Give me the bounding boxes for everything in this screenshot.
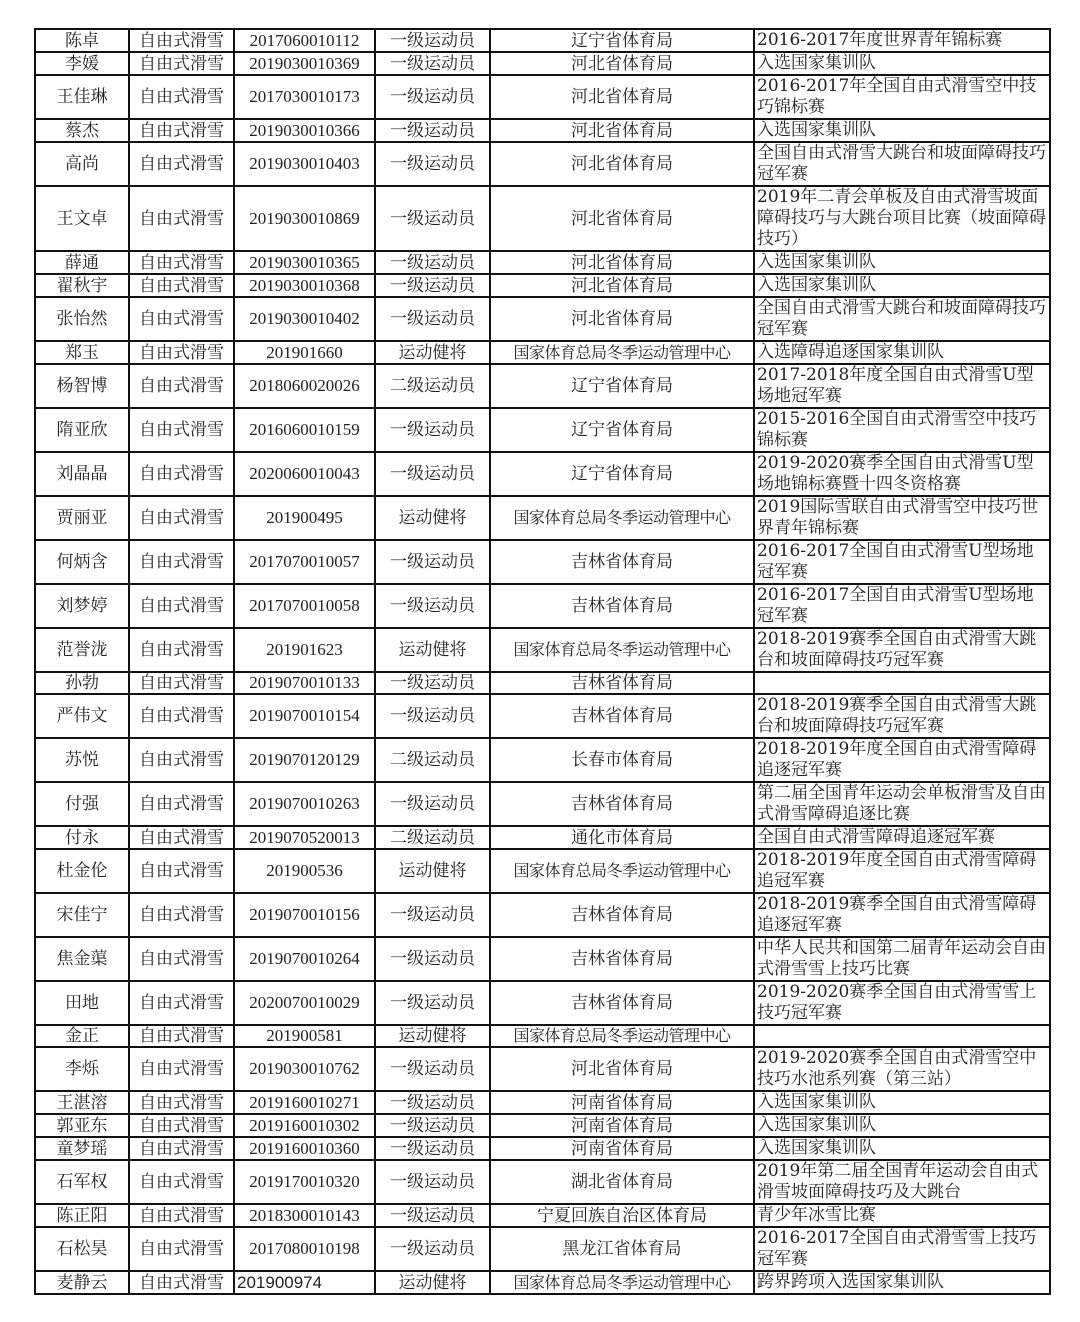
athlete-name-cell: 金正	[35, 1025, 129, 1047]
event-cell: 自由式滑雪	[129, 694, 234, 738]
certificate-number-cell: 201901623	[234, 628, 375, 672]
athlete-name-cell: 薛通	[35, 251, 129, 274]
athlete-name-cell: 杨智博	[35, 364, 129, 408]
achievement-cell: 2016-2017全国自由式滑雪雪上技巧冠军赛	[754, 1227, 1050, 1271]
event-cell: 自由式滑雪	[129, 1025, 234, 1047]
issuing-organization-cell: 吉林省体育局	[490, 672, 754, 694]
event-cell: 自由式滑雪	[129, 496, 234, 540]
athlete-name-cell: 范誉泷	[35, 628, 129, 672]
event-cell: 自由式滑雪	[129, 1204, 234, 1227]
achievement-cell: 2019-2020赛季全国自由式滑雪雪上技巧冠军赛	[754, 981, 1050, 1025]
issuing-organization-cell: 河北省体育局	[490, 119, 754, 142]
issuing-organization-cell: 河北省体育局	[490, 75, 754, 119]
event-cell: 自由式滑雪	[129, 452, 234, 496]
event-cell: 自由式滑雪	[129, 981, 234, 1025]
certificate-number-cell: 201900974	[234, 1271, 375, 1294]
achievement-cell: 2018-2019赛季全国自由式滑雪大跳台和坡面障碍技巧冠军赛	[754, 694, 1050, 738]
table-row	[35, 341, 1050, 364]
athlete-name-cell: 焦金蕖	[35, 937, 129, 981]
table-row	[35, 937, 1050, 981]
event-cell: 自由式滑雪	[129, 1137, 234, 1160]
achievement-cell	[754, 672, 1050, 694]
issuing-organization-cell: 河南省体育局	[490, 1137, 754, 1160]
athlete-level-cell: 一级运动员	[375, 893, 490, 937]
table-row	[35, 1160, 1050, 1204]
certificate-number-cell: 2019030010368	[234, 274, 375, 297]
event-cell: 自由式滑雪	[129, 937, 234, 981]
achievement-cell: 入选国家集训队	[754, 251, 1050, 274]
achievement-cell: 2019-2020赛季全国自由式滑雪空中技巧水池系列赛（第三站）	[754, 1047, 1050, 1091]
achievement-cell: 2015-2016全国自由式滑雪空中技巧锦标赛	[754, 408, 1050, 452]
certificate-number-cell: 2019160010360	[234, 1137, 375, 1160]
issuing-organization-cell: 辽宁省体育局	[490, 364, 754, 408]
table-row	[35, 694, 1050, 738]
certificate-number-cell: 2019030010366	[234, 119, 375, 142]
achievement-cell: 中华人民共和国第二届青年运动会自由式滑雪雪上技巧比赛	[754, 937, 1050, 981]
achievement-cell: 2019年二青会单板及自由式滑雪坡面障碍技巧与大跳台项目比赛（坡面障碍技巧）	[754, 186, 1050, 251]
athlete-level-cell: 一级运动员	[375, 1047, 490, 1091]
achievement-cell: 2017-2018年度全国自由式滑雪U型场地冠军赛	[754, 364, 1050, 408]
table-row	[35, 826, 1050, 849]
achievement-cell: 2016-2017年度世界青年锦标赛	[754, 29, 1050, 52]
athlete-level-cell: 一级运动员	[375, 75, 490, 119]
athlete-name-cell: 付强	[35, 782, 129, 826]
athlete-name-cell: 田地	[35, 981, 129, 1025]
table-row	[35, 452, 1050, 496]
athlete-name-cell: 麦静云	[35, 1271, 129, 1294]
certificate-number-cell: 2019070010156	[234, 893, 375, 937]
athlete-level-cell: 一级运动员	[375, 1137, 490, 1160]
certificate-number-cell: 2019070010264	[234, 937, 375, 981]
athlete-certificate-table	[34, 28, 1051, 1295]
issuing-organization-cell: 辽宁省体育局	[490, 452, 754, 496]
issuing-organization-cell: 黑龙江省体育局	[490, 1227, 754, 1271]
athlete-level-cell: 一级运动员	[375, 540, 490, 584]
achievement-cell: 2018-2019赛季全国自由式滑雪障碍追逐冠军赛	[754, 893, 1050, 937]
issuing-organization-cell: 河南省体育局	[490, 1114, 754, 1137]
event-cell: 自由式滑雪	[129, 849, 234, 893]
issuing-organization-cell: 吉林省体育局	[490, 937, 754, 981]
table-row	[35, 782, 1050, 826]
table-row	[35, 628, 1050, 672]
issuing-organization-cell: 国家体育总局冬季运动管理中心	[490, 341, 754, 364]
table-row	[35, 893, 1050, 937]
event-cell: 自由式滑雪	[129, 1114, 234, 1137]
athlete-level-cell: 一级运动员	[375, 937, 490, 981]
athlete-name-cell: 石松昊	[35, 1227, 129, 1271]
certificate-number-cell: 2019070120129	[234, 738, 375, 782]
athlete-level-cell: 一级运动员	[375, 1204, 490, 1227]
table-row	[35, 981, 1050, 1025]
issuing-organization-cell: 河北省体育局	[490, 186, 754, 251]
certificate-number-cell: 2020060010043	[234, 452, 375, 496]
event-cell: 自由式滑雪	[129, 364, 234, 408]
athlete-name-cell: 刘晶晶	[35, 452, 129, 496]
event-cell: 自由式滑雪	[129, 52, 234, 75]
athlete-name-cell: 严伟文	[35, 694, 129, 738]
athlete-level-cell: 一级运动员	[375, 672, 490, 694]
certificate-number-cell: 2019030010869	[234, 186, 375, 251]
issuing-organization-cell: 河北省体育局	[490, 1047, 754, 1091]
certificate-number-cell: 2019030010403	[234, 142, 375, 186]
achievement-cell	[754, 1025, 1050, 1047]
event-cell: 自由式滑雪	[129, 142, 234, 186]
achievement-cell: 2018-2019赛季全国自由式滑雪大跳台和坡面障碍技巧冠军赛	[754, 628, 1050, 672]
issuing-organization-cell: 国家体育总局冬季运动管理中心	[490, 1025, 754, 1047]
table-row	[35, 1227, 1050, 1271]
issuing-organization-cell: 长春市体育局	[490, 738, 754, 782]
issuing-organization-cell: 吉林省体育局	[490, 893, 754, 937]
event-cell: 自由式滑雪	[129, 297, 234, 341]
certificate-number-cell: 201901660	[234, 341, 375, 364]
athlete-level-cell: 一级运动员	[375, 186, 490, 251]
table-row	[35, 1025, 1050, 1047]
athlete-level-cell: 一级运动员	[375, 142, 490, 186]
athlete-name-cell: 李烁	[35, 1047, 129, 1091]
athlete-name-cell: 付永	[35, 826, 129, 849]
athlete-level-cell: 运动健将	[375, 628, 490, 672]
event-cell: 自由式滑雪	[129, 1227, 234, 1271]
achievement-cell: 入选国家集训队	[754, 1137, 1050, 1160]
table-row	[35, 584, 1050, 628]
certificate-number-cell: 2019030010762	[234, 1047, 375, 1091]
athlete-level-cell: 一级运动员	[375, 782, 490, 826]
athlete-name-cell: 孙勃	[35, 672, 129, 694]
athlete-name-cell: 贾丽亚	[35, 496, 129, 540]
certificate-number-cell: 2019160010302	[234, 1114, 375, 1137]
table-row	[35, 29, 1050, 52]
athlete-level-cell: 二级运动员	[375, 826, 490, 849]
achievement-cell: 2018-2019年度全国自由式滑雪障碍追逐冠军赛	[754, 738, 1050, 782]
athlete-level-cell: 一级运动员	[375, 297, 490, 341]
athlete-name-cell: 陈卓	[35, 29, 129, 52]
table-row	[35, 408, 1050, 452]
event-cell: 自由式滑雪	[129, 408, 234, 452]
athlete-name-cell: 张怡然	[35, 297, 129, 341]
event-cell: 自由式滑雪	[129, 251, 234, 274]
athlete-name-cell: 隋亚欣	[35, 408, 129, 452]
event-cell: 自由式滑雪	[129, 672, 234, 694]
event-cell: 自由式滑雪	[129, 29, 234, 52]
athlete-level-cell: 一级运动员	[375, 694, 490, 738]
achievement-cell: 入选国家集训队	[754, 52, 1050, 75]
athlete-name-cell: 高尚	[35, 142, 129, 186]
athlete-level-cell: 一级运动员	[375, 52, 490, 75]
achievement-cell: 2019国际雪联自由式滑雪空中技巧世界青年锦标赛	[754, 496, 1050, 540]
athlete-level-cell: 一级运动员	[375, 981, 490, 1025]
event-cell: 自由式滑雪	[129, 738, 234, 782]
athlete-name-cell: 杜金伦	[35, 849, 129, 893]
issuing-organization-cell: 吉林省体育局	[490, 782, 754, 826]
athlete-name-cell: 郑玉	[35, 341, 129, 364]
athlete-level-cell: 一级运动员	[375, 274, 490, 297]
athlete-name-cell: 陈正阳	[35, 1204, 129, 1227]
event-cell: 自由式滑雪	[129, 826, 234, 849]
athlete-level-cell: 一级运动员	[375, 1227, 490, 1271]
certificate-number-cell: 2018300010143	[234, 1204, 375, 1227]
certificate-number-cell: 2019030010402	[234, 297, 375, 341]
issuing-organization-cell: 国家体育总局冬季运动管理中心	[490, 849, 754, 893]
issuing-organization-cell: 吉林省体育局	[490, 540, 754, 584]
athlete-level-cell: 一级运动员	[375, 251, 490, 274]
issuing-organization-cell: 吉林省体育局	[490, 981, 754, 1025]
event-cell: 自由式滑雪	[129, 782, 234, 826]
athlete-name-cell: 郭亚东	[35, 1114, 129, 1137]
athlete-level-cell: 运动健将	[375, 1271, 490, 1294]
issuing-organization-cell: 河北省体育局	[490, 52, 754, 75]
table-row	[35, 251, 1050, 274]
certificate-number-cell: 201900536	[234, 849, 375, 893]
issuing-organization-cell: 河北省体育局	[490, 251, 754, 274]
issuing-organization-cell: 湖北省体育局	[490, 1160, 754, 1204]
table-row	[35, 75, 1050, 119]
achievement-cell: 入选国家集训队	[754, 1091, 1050, 1114]
table-row	[35, 1204, 1050, 1227]
table-row	[35, 738, 1050, 782]
achievement-cell: 2019年第二届全国青年运动会自由式滑雪坡面障碍技巧及大跳台	[754, 1160, 1050, 1204]
achievement-cell: 跨界跨项入选国家集训队	[754, 1271, 1050, 1294]
athlete-level-cell: 二级运动员	[375, 738, 490, 782]
athlete-name-cell: 石军权	[35, 1160, 129, 1204]
achievement-cell: 青少年冰雪比赛	[754, 1204, 1050, 1227]
athlete-level-cell: 二级运动员	[375, 364, 490, 408]
table-row	[35, 1047, 1050, 1091]
event-cell: 自由式滑雪	[129, 584, 234, 628]
athlete-level-cell: 运动健将	[375, 1025, 490, 1047]
certificate-number-cell: 2017080010198	[234, 1227, 375, 1271]
athlete-level-cell: 一级运动员	[375, 1114, 490, 1137]
athlete-level-cell: 一级运动员	[375, 119, 490, 142]
achievement-cell: 全国自由式滑雪大跳台和坡面障碍技巧冠军赛	[754, 142, 1050, 186]
certificate-number-cell: 2016060010159	[234, 408, 375, 452]
issuing-organization-cell: 河北省体育局	[490, 274, 754, 297]
issuing-organization-cell: 宁夏回族自治区体育局	[490, 1204, 754, 1227]
achievement-cell: 2016-2017年全国自由式滑雪空中技巧锦标赛	[754, 75, 1050, 119]
athlete-level-cell: 运动健将	[375, 341, 490, 364]
certificate-number-cell: 2019160010271	[234, 1091, 375, 1114]
achievement-cell: 2016-2017全国自由式滑雪U型场地冠军赛	[754, 584, 1050, 628]
athlete-level-cell: 一级运动员	[375, 408, 490, 452]
certificate-number-cell: 2019170010320	[234, 1160, 375, 1204]
achievement-cell: 入选障碍追逐国家集训队	[754, 341, 1050, 364]
athlete-name-cell: 苏悦	[35, 738, 129, 782]
issuing-organization-cell: 辽宁省体育局	[490, 29, 754, 52]
athlete-name-cell: 王佳琳	[35, 75, 129, 119]
achievement-cell: 2018-2019年度全国自由式滑雪障碍追冠军赛	[754, 849, 1050, 893]
certificate-number-cell: 2019030010365	[234, 251, 375, 274]
athlete-name-cell: 何炳含	[35, 540, 129, 584]
certificate-number-cell: 2019070010133	[234, 672, 375, 694]
athlete-level-cell: 运动健将	[375, 496, 490, 540]
athlete-name-cell: 刘梦婷	[35, 584, 129, 628]
issuing-organization-cell: 吉林省体育局	[490, 694, 754, 738]
issuing-organization-cell: 吉林省体育局	[490, 584, 754, 628]
table-row	[35, 364, 1050, 408]
certificate-number-cell: 2019070520013	[234, 826, 375, 849]
athlete-level-cell: 一级运动员	[375, 1091, 490, 1114]
achievement-cell: 入选国家集训队	[754, 1114, 1050, 1137]
event-cell: 自由式滑雪	[129, 119, 234, 142]
achievement-cell: 全国自由式滑雪障碍追逐冠军赛	[754, 826, 1050, 849]
table-row	[35, 1114, 1050, 1137]
athlete-level-cell: 一级运动员	[375, 584, 490, 628]
athlete-name-cell: 李媛	[35, 52, 129, 75]
certificate-number-cell: 2017060010112	[234, 29, 375, 52]
athlete-name-cell: 翟秋宇	[35, 274, 129, 297]
athlete-name-cell: 王湛溶	[35, 1091, 129, 1114]
athlete-name-cell: 童梦瑶	[35, 1137, 129, 1160]
certificate-number-cell: 2017070010058	[234, 584, 375, 628]
certificate-number-cell: 2019070010154	[234, 694, 375, 738]
event-cell: 自由式滑雪	[129, 341, 234, 364]
table-row	[35, 849, 1050, 893]
athlete-level-cell: 一级运动员	[375, 29, 490, 52]
event-cell: 自由式滑雪	[129, 274, 234, 297]
table-row	[35, 496, 1050, 540]
certificate-number-cell: 2019070010263	[234, 782, 375, 826]
table-row	[35, 186, 1050, 251]
event-cell: 自由式滑雪	[129, 1091, 234, 1114]
event-cell: 自由式滑雪	[129, 1271, 234, 1294]
achievement-cell: 2016-2017全国自由式滑雪U型场地冠军赛	[754, 540, 1050, 584]
issuing-organization-cell: 国家体育总局冬季运动管理中心	[490, 1271, 754, 1294]
table-row	[35, 142, 1050, 186]
athlete-name-cell: 蔡杰	[35, 119, 129, 142]
achievement-cell: 第二届全国青年运动会单板滑雪及自由式滑雪障碍追逐比赛	[754, 782, 1050, 826]
event-cell: 自由式滑雪	[129, 628, 234, 672]
athlete-name-cell: 王文卓	[35, 186, 129, 251]
certificate-number-cell: 2017030010173	[234, 75, 375, 119]
athlete-level-cell: 一级运动员	[375, 452, 490, 496]
table-row	[35, 274, 1050, 297]
event-cell: 自由式滑雪	[129, 1160, 234, 1204]
table-row	[35, 540, 1050, 584]
certificate-number-cell: 2019030010369	[234, 52, 375, 75]
certificate-number-cell: 2020070010029	[234, 981, 375, 1025]
athlete-level-cell: 一级运动员	[375, 1160, 490, 1204]
certificate-number-cell: 2017070010057	[234, 540, 375, 584]
issuing-organization-cell: 河南省体育局	[490, 1091, 754, 1114]
issuing-organization-cell: 国家体育总局冬季运动管理中心	[490, 628, 754, 672]
table-row	[35, 1137, 1050, 1160]
issuing-organization-cell: 国家体育总局冬季运动管理中心	[490, 496, 754, 540]
event-cell: 自由式滑雪	[129, 1047, 234, 1091]
issuing-organization-cell: 通化市体育局	[490, 826, 754, 849]
issuing-organization-cell: 河北省体育局	[490, 142, 754, 186]
table-row	[35, 1091, 1050, 1114]
table-row	[35, 1271, 1050, 1294]
table-row	[35, 297, 1050, 341]
athlete-name-cell: 宋佳宁	[35, 893, 129, 937]
table-row	[35, 52, 1050, 75]
issuing-organization-cell: 河北省体育局	[490, 297, 754, 341]
event-cell: 自由式滑雪	[129, 186, 234, 251]
achievement-cell: 2019-2020赛季全国自由式滑雪U型场地锦标赛暨十四冬资格赛	[754, 452, 1050, 496]
certificate-number-cell: 2018060020026	[234, 364, 375, 408]
achievement-cell: 入选国家集训队	[754, 274, 1050, 297]
table-body	[35, 29, 1050, 1294]
table-row	[35, 672, 1050, 694]
table-row	[35, 119, 1050, 142]
event-cell: 自由式滑雪	[129, 893, 234, 937]
achievement-cell: 全国自由式滑雪大跳台和坡面障碍技巧冠军赛	[754, 297, 1050, 341]
achievement-cell: 入选国家集训队	[754, 119, 1050, 142]
event-cell: 自由式滑雪	[129, 75, 234, 119]
certificate-number-cell: 201900581	[234, 1025, 375, 1047]
issuing-organization-cell: 辽宁省体育局	[490, 408, 754, 452]
certificate-number-cell: 201900495	[234, 496, 375, 540]
event-cell: 自由式滑雪	[129, 540, 234, 584]
athlete-level-cell: 运动健将	[375, 849, 490, 893]
